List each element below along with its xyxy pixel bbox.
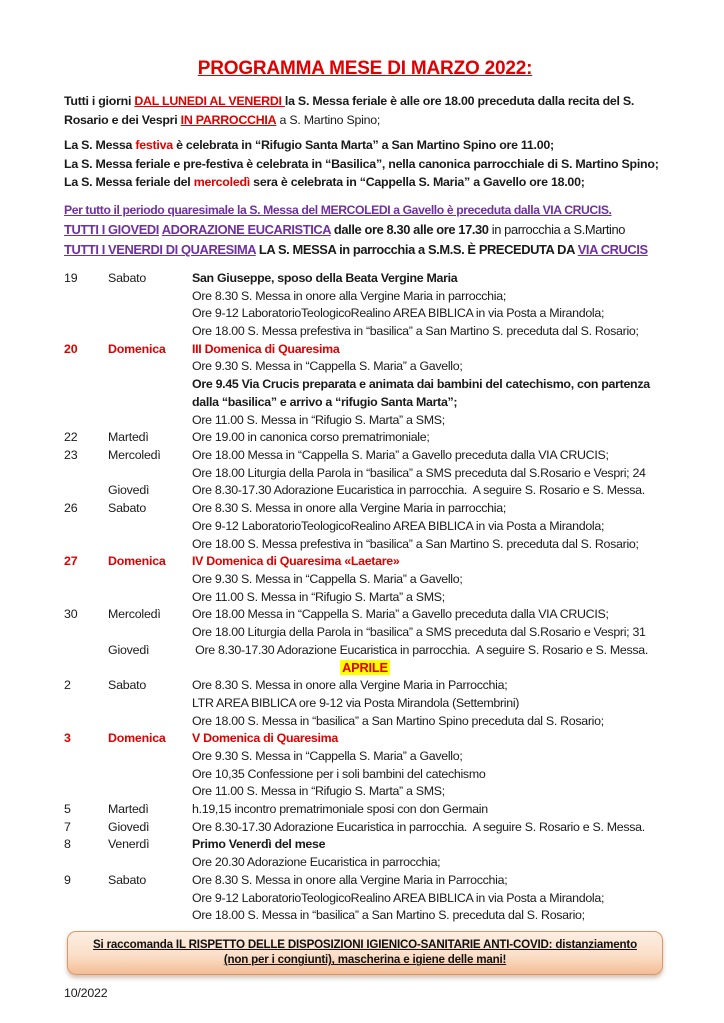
event-line [192, 890, 666, 908]
event-line [192, 429, 666, 447]
event-line [192, 606, 666, 624]
event-line [192, 730, 666, 748]
schedule-row [64, 801, 666, 819]
row-day-name: Sabato [108, 270, 147, 285]
row-day-name: Giovedì [108, 819, 150, 834]
row-day-number: 9 [64, 872, 71, 887]
row-day-name: Sabato [108, 678, 147, 693]
event-line [192, 500, 666, 518]
text-run: a S. Martino Spino; [276, 112, 381, 127]
text-run: Ore 8.30-17.30 Adorazione Eucaristica in parrocchia. A seguire S. Rosario e S. Messa. [192, 642, 649, 657]
event-line [192, 518, 666, 536]
lent-line-via-crucis [64, 201, 666, 220]
event-line [192, 412, 666, 430]
text-run: IV Domenica di Quaresima «Laetare» [192, 554, 400, 569]
row-day-name: Domenica [108, 731, 166, 746]
schedule [64, 270, 666, 925]
row-events [192, 642, 666, 660]
event-line [192, 801, 666, 819]
lent-notices [64, 201, 666, 261]
row-day-name: Venerdì [108, 837, 150, 852]
row-day-name: Martedì [108, 802, 149, 817]
text-run: Ore 11.00 S. Messa in “Rifugio S. Marta” a SMS; [192, 784, 445, 799]
event-line [192, 270, 666, 288]
event-line [192, 872, 666, 890]
text-run: dalla “basilica” e arrivo a “rifugio Santa Marta”; [192, 394, 458, 409]
text-run: Ore 9-12 LaboratorioTeologicoRealino AREA BIBLICA in via Posta a Mirandola; [192, 518, 605, 533]
row-events [192, 819, 666, 837]
event-line [192, 819, 666, 837]
text-run: TUTTI I VENERDI DI QUARESIMA [64, 242, 256, 258]
row-events [192, 836, 666, 871]
row-day-number: 23 [64, 448, 78, 462]
text-run: La S. Messa feriale e pre-festiva è celebrata in “Basilica”, nella canonica parrocchiale di S. Martino Spino; La S. Messa feriale del [64, 156, 659, 190]
page-title: PROGRAMMA MESE DI MARZO 2022: [197, 58, 533, 79]
intro-paragraph-festiva [64, 136, 666, 155]
schedule-row [64, 270, 666, 341]
event-line [192, 854, 666, 872]
event-line [192, 288, 666, 306]
event-line [192, 305, 666, 323]
event-line [192, 323, 666, 341]
row-day-name: Domenica [108, 341, 166, 356]
text-run: Ore 8.30 S. Messa in onore alla Vergine Maria in Parrocchia; [192, 678, 508, 693]
text-run: LA S. MESSA in parrocchia a S.M.S. È PRECEDUTA DA [255, 242, 578, 258]
row-day-name: Giovedì [108, 483, 150, 498]
text-run: mercoledì [193, 175, 250, 190]
schedule-row [64, 482, 666, 500]
schedule-row [64, 606, 666, 641]
row-day-number: 26 [64, 501, 78, 516]
text-run: Ore 8.30 S. Messa in onore alla Vergine Maria in parrocchia; [192, 288, 506, 303]
text-run: III Domenica di Quaresima [192, 341, 340, 356]
text-run: V Domenica di Quaresima [192, 731, 338, 746]
text-run: Tutti i giorni [64, 94, 135, 108]
row-events [192, 429, 666, 447]
text-run: Ore 8.30 S. Messa in onore alla Vergine Maria in parrocchia; [192, 501, 506, 516]
text-run: Ore 9.45 Via Crucis preparata e animata dai bambini del catechismo, con partenza [192, 377, 650, 392]
schedule-row [64, 872, 666, 925]
row-day-number: 30 [64, 607, 78, 622]
schedule-row [64, 447, 666, 482]
text-run: TUTTI I GIOVEDI [64, 221, 159, 237]
row-events [192, 447, 666, 482]
intro-paragraph-daily [64, 92, 666, 129]
text-run: Ore 8.30 S. Messa in onore alla Vergine Maria in Parrocchia; [192, 872, 508, 887]
text-run: VIA CRUCIS [577, 242, 648, 258]
event-line [192, 553, 666, 571]
event-line [192, 642, 666, 660]
covid-notice-text: Si raccomanda IL RISPETTO DELLE DISPOSIZIONI IGIENICO-SANITARIE ANTI-COVID: distanziamento (non per i congiunti), mascherina e igiene delle mani! [93, 937, 637, 967]
text-run: Ore 18.00 S. Messa prefestiva in “basilica” a San Martino S. preceduta dal S. Rosario; [192, 324, 639, 339]
event-line [192, 394, 666, 412]
text-run: La S. Messa [64, 138, 136, 153]
schedule-row [64, 836, 666, 871]
row-day-number: 22 [64, 430, 78, 445]
event-line [192, 376, 666, 394]
month-divider-label: APRILE [342, 660, 388, 676]
schedule-row [64, 341, 666, 430]
schedule-row [64, 730, 666, 801]
schedule-row [64, 642, 666, 660]
schedule-row [64, 677, 666, 730]
intro-paragraph-feriale [64, 155, 666, 192]
text-run: Ore 9.30 S. Messa in “Cappella S. Maria” a Gavello; [192, 571, 463, 586]
event-line [192, 341, 666, 359]
event-line [192, 907, 666, 925]
text-run: Ore 8.30-17.30 Adorazione Eucaristica in parrocchia. A seguire S. Rosario e S. Messa. [192, 819, 645, 834]
text-run: sera è celebrata in “Cappella S. Maria” a Gavello ore 18.00; [249, 175, 585, 190]
event-line [192, 571, 666, 589]
row-day-number: 2 [64, 678, 71, 693]
text-run: San Giuseppe, sposo della Beata Vergine Maria [192, 270, 458, 285]
text-run: Ore 18.00 S. Messa in “basilica” a San Martino Spino preceduta dal S. Rosario; [192, 713, 604, 728]
row-events [192, 270, 666, 341]
lent-line-venerdi [64, 240, 666, 261]
event-line [192, 836, 666, 854]
text-run: festiva [135, 138, 173, 153]
text-run: Primo Venerdì del mese [192, 837, 326, 852]
text-run: la S. Messa feriale è alle ore 18.00 preceduta dalla recita del S. Rosario e dei Vespri [64, 94, 635, 127]
text-run: LTR AREA BIBLICA ore 9-12 via Posta Mirandola (Settembrini) [192, 695, 520, 710]
event-line [192, 447, 666, 465]
text-run: Ore 19.00 in canonica corso prematrimoniale; [192, 430, 430, 445]
row-day-number: 7 [64, 819, 71, 834]
row-events [192, 500, 666, 553]
text-run: Ore 18.00 S. Messa in “basilica” a San Martino S. preceduta dal S. Rosario; [192, 908, 585, 923]
event-line [192, 536, 666, 554]
text-run: Ore 18.00 Messa in “Cappella S. Maria” a Gavello preceduta dalla VIA CRUCIS; [192, 607, 609, 622]
text-run: Ore 10,35 Confessione per i soli bambini del catechismo [192, 766, 486, 781]
event-line [192, 695, 666, 713]
schedule-row [64, 429, 666, 447]
row-day-number: 20 [64, 341, 78, 356]
event-line [192, 465, 666, 483]
event-line [192, 748, 666, 766]
text-run: Ore 8.30-17.30 Adorazione Eucaristica in parrocchia. A seguire S. Rosario e S. Messa. [192, 483, 645, 498]
text-run: DAL LUNEDI AL VENERDI [134, 94, 285, 108]
text-run: h.19,15 incontro prematrimoniale sposi con don Germain [192, 802, 488, 817]
row-events [192, 553, 666, 606]
row-events [192, 730, 666, 801]
event-line [192, 589, 666, 607]
lent-line-adorazione [64, 220, 666, 241]
text-run: è celebrata in “Rifugio Santa Marta” a San Martino Spino ore 11.00; [172, 138, 554, 153]
event-line [192, 713, 666, 731]
event-line [192, 766, 666, 784]
text-run: in parrocchia a S.Martino [488, 221, 626, 237]
row-day-number: 8 [64, 837, 71, 852]
row-day-name: Sabato [108, 872, 147, 887]
event-line [192, 624, 666, 642]
text-run: Ore 18.00 Liturgia della Parola in “basilica” a SMS preceduta dal S.Rosario e Vespri; 31 [192, 625, 646, 640]
event-line [192, 358, 666, 376]
row-events [192, 801, 666, 819]
text-run: ADORAZIONE EUCARISTICA [161, 221, 331, 237]
event-line [192, 677, 666, 695]
text-run: Ore 11.00 S. Messa in “Rifugio S. Marta” a SMS; [192, 412, 445, 427]
month-divider [64, 659, 666, 677]
row-events [192, 677, 666, 730]
text-run: Ore 18.00 Liturgia della Parola in “basilica” a SMS preceduta dal S.Rosario e Vespri; 24 [192, 465, 646, 480]
schedule-row [64, 553, 666, 606]
row-events [192, 341, 666, 430]
row-day-name: Mercoledì [108, 448, 161, 462]
row-day-number: 3 [64, 731, 71, 746]
row-events [192, 606, 666, 641]
text-run: dalle ore 8.30 alle ore 17.30 [330, 221, 489, 237]
event-line [192, 482, 666, 500]
schedule-row [64, 819, 666, 837]
text-run: Ore 20.30 Adorazione Eucaristica in parrocchia; [192, 855, 441, 870]
row-day-name: Giovedì [108, 642, 150, 657]
row-events [192, 872, 666, 925]
row-day-name: Mercoledì [108, 607, 161, 622]
text-run: IN PARROCCHIA [180, 112, 277, 127]
text-run: Ore 9-12 LaboratorioTeologicoRealino AREA BIBLICA in via Posta a Mirandola; [192, 890, 605, 905]
schedule-row [64, 500, 666, 553]
text-run: Ore 9-12 LaboratorioTeologicoRealino AREA BIBLICA in via Posta a Mirandola; [192, 306, 605, 321]
row-day-name: Domenica [108, 554, 166, 569]
row-day-name: Martedì [108, 430, 149, 445]
text-run: Ore 9.30 S. Messa in “Cappella S. Maria” a Gavello; [192, 359, 463, 374]
text-run: Ore 11.00 S. Messa in “Rifugio S. Marta” a SMS; [192, 589, 445, 604]
row-events [192, 482, 666, 500]
text-run: Ore 18.00 S. Messa prefestiva in “basilica” a San Martino S. preceduta dal S. Rosario; [192, 536, 639, 551]
row-day-number: 19 [64, 270, 78, 285]
event-line [192, 783, 666, 801]
row-day-number: 5 [64, 802, 71, 817]
text-run: Ore 18.00 Messa in “Cappella S. Maria” a Gavello preceduta dalla VIA CRUCIS; [192, 448, 609, 462]
covid-notice-box [67, 931, 663, 975]
text-run: Ore 9.30 S. Messa in “Cappella S. Maria” a Gavello; [192, 748, 463, 763]
row-day-name: Sabato [108, 501, 147, 516]
text-run: Per tutto il periodo quaresimale la S. Messa del MERCOLEDI a Gavello è preceduta dalla VIA CRUCIS. [64, 202, 612, 217]
page-footer: 10/2022 [64, 985, 108, 1000]
row-day-number: 27 [64, 554, 78, 569]
